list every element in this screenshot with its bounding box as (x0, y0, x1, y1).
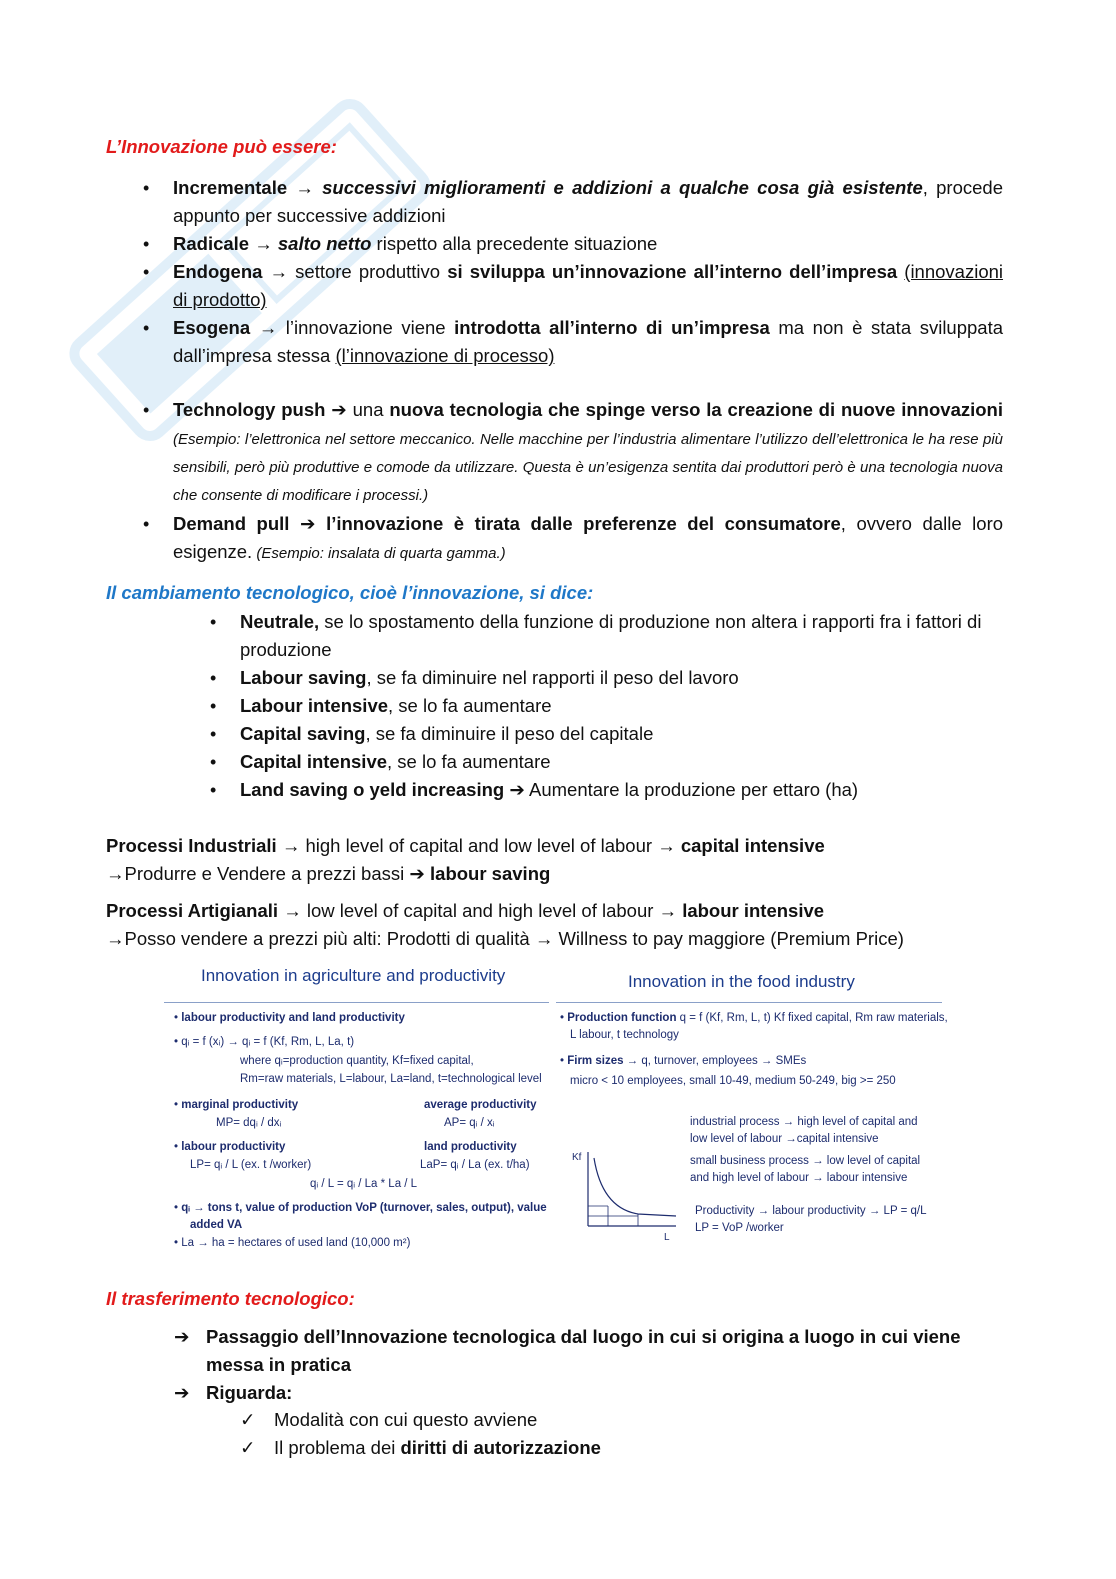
arrow-icon: → (269, 261, 289, 282)
fig-left-bullet-5: • qᵢ → tons t, value of production VoP (turnover, sales, output), value (174, 1202, 547, 1214)
fig-left-where: where qᵢ=production quantity, Kf=fixed capital, (240, 1055, 474, 1067)
arrow-icon: ➔ (509, 779, 525, 800)
fig-left-bullet-1: • labour productivity and land productivity (174, 1012, 405, 1024)
figure-right-title: Innovation in the food industry (628, 972, 855, 991)
figure-left-rule (164, 1002, 549, 1003)
fig-left-ap-formula: AP= qᵢ / xᵢ (444, 1117, 495, 1129)
list-item-endogena: • Endogena → settore produttivo si sviluppa un’innovazione all’interno dell’impresa (innovazioni di prodotto) (173, 258, 1003, 314)
arrow-icon: ➔ (409, 863, 425, 884)
list-item-esogena: • Esogena → l’innovazione viene introdotta all’interno di un’impresa ma non è stata sviluppata dall’impresa stessa (l’innovazione di processo) (173, 314, 1003, 370)
list-item-labour-intensive: • Labour intensive, se lo fa aumentare (240, 692, 1005, 720)
isoquant-y-label: Kf (572, 1152, 582, 1163)
arrow-icon: → (258, 317, 278, 338)
fig-right-pf-line2: L labour, t technology (570, 1029, 679, 1041)
list-item-land-saving: • Land saving o yeld increasing ➔ Aumentare la produzione per ettaro (ha) (240, 776, 1005, 804)
isoquant-x-label: L (664, 1232, 670, 1243)
fig-left-bullet-5b: added VA (190, 1219, 243, 1231)
isoquant-curve (594, 1158, 676, 1216)
arrow-icon: → (534, 928, 554, 949)
arrow-icon: → (281, 835, 301, 856)
innovation-drivers-list (173, 396, 1003, 566)
fig-right-industrial-1: industrial process → high level of capital and (690, 1116, 918, 1128)
fig-right-industrial-2: low level of labour →capital intensive (690, 1133, 879, 1145)
fig-left-ap-label: average productivity (424, 1099, 537, 1111)
arrow-icon: → (106, 928, 125, 949)
transfer-subitem-2: ✓ Il problema dei diritti di autorizzazione (274, 1434, 974, 1462)
figure-right-rule (556, 1002, 942, 1003)
arrow-icon: → (254, 233, 273, 254)
arrow-icon: → (658, 900, 678, 921)
list-item-neutrale: • Neutrale, se lo spostamento della funzione di produzione non altera i rapporti fra i fattori di produzione (240, 608, 1005, 664)
fig-left-lp-label: • labour productivity (174, 1141, 286, 1153)
list-item-capital-saving: • Capital saving, se fa diminuire il peso del capitale (240, 720, 1005, 748)
fig-left-mp-label: • marginal productivity (174, 1099, 299, 1111)
list-item-capital-intensive: • Capital intensive, se lo fa aumentare (240, 748, 1005, 776)
transfer-subitem-1: ✓ Modalità con cui questo avviene (274, 1406, 974, 1434)
arrow-icon: → (106, 863, 125, 884)
list-item-incrementale: • Incrementale → successivi miglioramenti e addizioni a qualche cosa già esistente, procede appunto per successive addizioni (173, 174, 1003, 230)
fig-right-small-business-2: and high level of labour → labour intensive (690, 1172, 908, 1184)
transfer-item-1: ➔ Passaggio dell’Innovazione tecnologica dal luogo in cui si origina a luogo in cui viene messa in pratica (206, 1323, 1006, 1379)
isoquant-chart (568, 1144, 688, 1244)
transfer-sublist (274, 1406, 974, 1462)
arrow-icon: → (283, 900, 302, 921)
fig-left-ratio: qᵢ / L = qᵢ / La * La / L (310, 1178, 418, 1190)
list-item-radicale: • Radicale → salto netto rispetto alla precedente situazione (173, 230, 1003, 258)
fig-left-where-2: Rm=raw materials, L=labour, La=land, t=technological level (240, 1073, 542, 1085)
fig-left-bullet-6: • La → ha = hectares of used land (10,000 m²) (174, 1237, 411, 1249)
list-item-demand-pull: • Demand pull ➔ l’innovazione è tirata dalle preferenze del consumatore, ovvero dalle loro esigenze. (Esempio: insalata di quarta gamma.) (173, 510, 1003, 566)
section-title-cambiamento: Il cambiamento tecnologico, cioè l’innovazione, si dice: (106, 582, 594, 603)
innovation-slides-figure (164, 960, 946, 1260)
fig-right-small-business-1: small business process → low level of capital (690, 1155, 921, 1167)
fig-left-lp-formula: LP= qᵢ / L (ex. t /worker) (190, 1159, 312, 1171)
list-item-technology-push: • Technology push ➔ una nuova tecnologia che spinge verso la creazione di nuove innovazioni (Esempio: l’elettronica nel settore meccanico. Nelle macchine per l’industria alimentare l’utilizzo dell’elettronica le ha rese più sensibili, però più produttive e comode da utilizzare. Questa è un’esigenza sentita dai produttori però è una tecnologia nuova che consente di modificare i processi.) (173, 396, 1003, 508)
fig-right-productivity-1: Productivity → labour productivity → LP = q/L (695, 1205, 927, 1217)
section-title-trasferimento: Il trasferimento tecnologico: (106, 1288, 355, 1309)
arrow-icon: ➔ (300, 513, 316, 534)
fig-right-production-function: • Production function q = f (Kf, Rm, L, t) Kf fixed capital, Rm raw materials, (560, 1012, 948, 1024)
fig-right-productivity-2: LP = VoP /worker (695, 1222, 784, 1234)
processi-artigianali: Processi Artigianali → low level of capital and high level of labour → labour intensive →Posso vendere a prezzi più alti: Prodotti di qualità → Willness to pay maggiore (Premium Price) (106, 900, 904, 949)
change-types-list (240, 608, 1005, 804)
fig-right-firm-sizes: • Firm sizes → q, turnover, employees → SMEs (560, 1055, 807, 1067)
innovation-types-list (173, 174, 1003, 370)
fig-left-mp-formula: MP= dqᵢ / dxᵢ (216, 1117, 282, 1129)
fig-left-bullet-2: • qᵢ = f (xᵢ) → qᵢ = f (Kf, Rm, L, La, t) (174, 1036, 355, 1048)
transfer-item-2: ➔ Riguarda: (206, 1379, 1006, 1407)
fig-right-firm-sizes-2: micro < 10 employees, small 10-49, medium 50-249, big >= 250 (570, 1075, 896, 1087)
list-item-labour-saving: • Labour saving, se fa diminuire nel rapporti il peso del lavoro (240, 664, 1005, 692)
section-title-innovazione: L’Innovazione può essere: (106, 136, 337, 157)
fig-left-lap-label: land productivity (424, 1141, 517, 1153)
transfer-list (206, 1323, 1006, 1407)
arrow-icon: ➔ (331, 399, 347, 420)
figure-left-title: Innovation in agriculture and productivity (201, 966, 506, 985)
processi-industriali: Processi Industriali → high level of capital and low level of labour → capital intensive →Produrre e Vendere a prezzi bassi ➔ labour saving (106, 835, 825, 884)
arrow-icon: → (295, 177, 314, 198)
fig-left-lap-formula: LaP= qᵢ / La (ex. t/ha) (420, 1159, 530, 1171)
arrow-icon: → (657, 835, 676, 856)
